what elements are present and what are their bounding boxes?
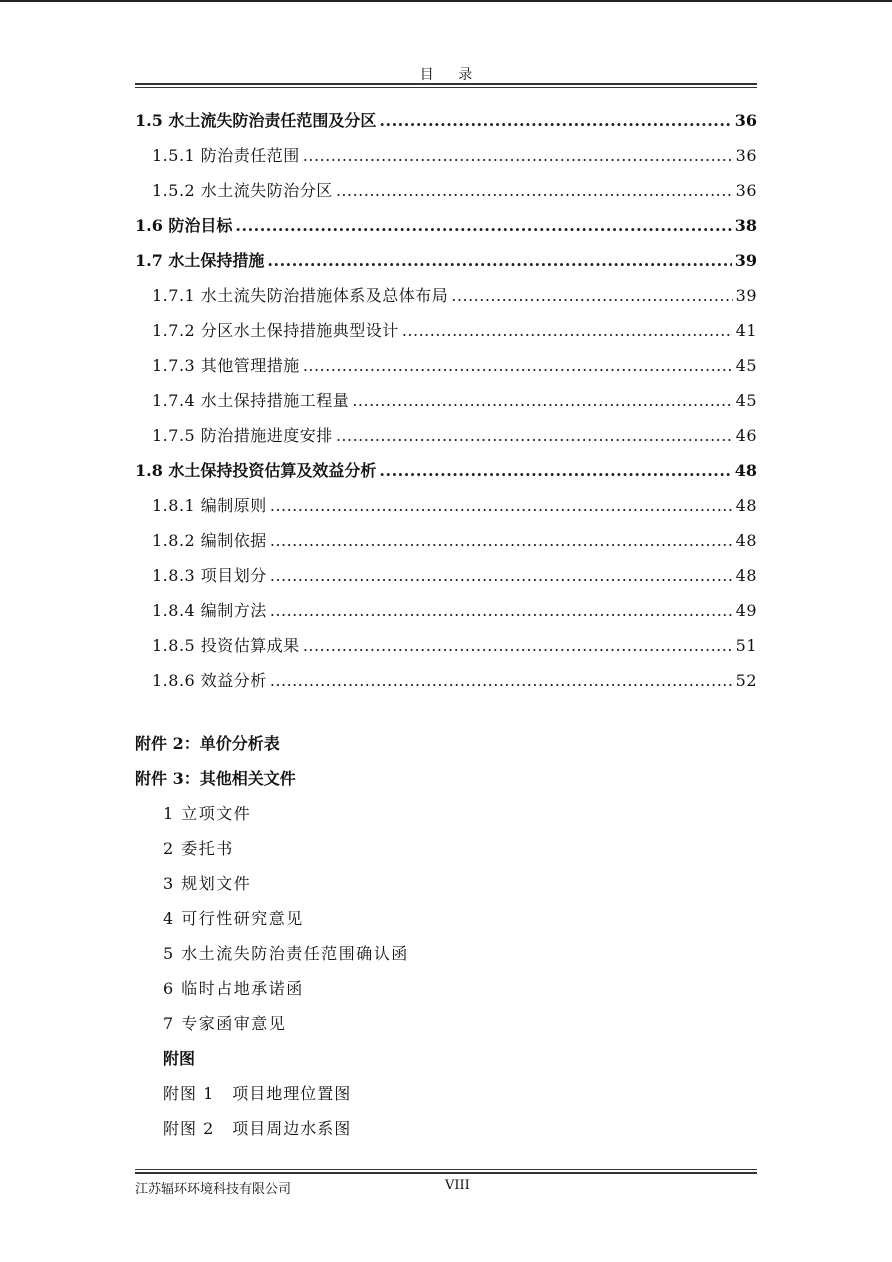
figure-title: 项目地理位置图 xyxy=(232,1084,352,1103)
figure-label: 附图 1 xyxy=(163,1084,215,1103)
toc-entry[interactable] xyxy=(135,423,757,458)
figure-item[interactable] xyxy=(135,1116,757,1151)
toc-entry[interactable] xyxy=(135,143,757,178)
figures-heading[interactable]: 附图 xyxy=(163,1049,196,1068)
toc-entry-title: 1.6 防治目标 xyxy=(135,216,233,235)
toc-leader xyxy=(379,461,731,480)
toc-entry-page: 36 xyxy=(735,181,757,200)
figure-label: 附图 2 xyxy=(163,1119,215,1138)
toc-entry-title: 1.8.2 编制依据 xyxy=(152,531,267,550)
toc-leader xyxy=(336,426,733,445)
toc-entry-page: 39 xyxy=(734,251,757,270)
toc-entry-title: 1.8.6 效益分析 xyxy=(152,671,267,690)
toc-entry[interactable] xyxy=(135,178,757,213)
attachment-item[interactable]: 5 水土流失防治责任范围确认函 xyxy=(163,944,409,963)
toc-entry[interactable] xyxy=(135,108,757,143)
toc-entry-title: 1.8.5 投资估算成果 xyxy=(152,636,300,655)
toc-entry-title: 1.7.5 防治措施进度安排 xyxy=(152,426,333,445)
toc-entry-title: 1.5.1 防治责任范围 xyxy=(152,146,300,165)
toc-entry[interactable] xyxy=(135,633,757,668)
toc-leader xyxy=(270,496,733,515)
attachment-2-heading[interactable]: 附件 2：单价分析表 xyxy=(135,734,280,753)
toc-entry-page: 41 xyxy=(735,321,757,340)
toc-entry[interactable] xyxy=(135,213,757,248)
toc-entry-page: 52 xyxy=(735,671,757,690)
toc-leader xyxy=(303,146,733,165)
toc-leader xyxy=(267,251,731,270)
header-rule-thin xyxy=(135,87,757,88)
toc-entry[interactable] xyxy=(135,248,757,283)
toc-leader xyxy=(235,216,731,235)
toc-entry-page: 38 xyxy=(734,216,757,235)
toc-entry-title: 1.7.3 其他管理措施 xyxy=(152,356,300,375)
footer-rule xyxy=(135,1172,757,1174)
toc-entry[interactable] xyxy=(135,353,757,388)
toc-entry-title: 1.7.2 分区水土保持措施典型设计 xyxy=(152,321,399,340)
toc-entry-title: 1.8.3 项目划分 xyxy=(152,566,267,585)
table-of-contents xyxy=(135,108,757,703)
toc-entry[interactable] xyxy=(135,563,757,598)
toc-leader xyxy=(270,566,733,585)
attachment-item[interactable]: 4 可行性研究意见 xyxy=(163,909,304,928)
toc-entry[interactable] xyxy=(135,318,757,353)
toc-entry-title: 1.8.1 编制原则 xyxy=(152,496,267,515)
toc-leader xyxy=(303,356,733,375)
toc-leader xyxy=(270,531,733,550)
toc-entry-title: 1.7 水土保持措施 xyxy=(135,251,265,270)
toc-entry[interactable] xyxy=(135,283,757,318)
toc-entry-page: 48 xyxy=(735,566,757,585)
toc-entry[interactable] xyxy=(135,598,757,633)
header-rule xyxy=(135,83,757,85)
toc-entry-page: 49 xyxy=(735,601,757,620)
toc-entry-title: 1.8 水土保持投资估算及效益分析 xyxy=(135,461,377,480)
toc-entry[interactable] xyxy=(135,388,757,423)
page-header-title: 目 录 xyxy=(419,67,483,83)
attachment-item[interactable]: 6 临时占地承诺函 xyxy=(163,979,304,998)
toc-leader xyxy=(451,286,732,305)
toc-entry-page: 48 xyxy=(735,496,757,515)
toc-entry-page: 45 xyxy=(735,391,757,410)
attachment-item[interactable]: 3 规划文件 xyxy=(163,874,252,893)
toc-leader xyxy=(270,671,733,690)
figure-title: 项目周边水系图 xyxy=(232,1119,352,1138)
toc-entry-page: 46 xyxy=(735,426,757,445)
toc-entry-page: 51 xyxy=(735,636,757,655)
top-border xyxy=(0,0,892,2)
toc-entry[interactable] xyxy=(135,493,757,528)
toc-entry-title: 1.5 水土流失防治责任范围及分区 xyxy=(135,111,377,130)
toc-entry[interactable] xyxy=(135,668,757,703)
toc-entry-page: 48 xyxy=(734,461,757,480)
toc-entry[interactable] xyxy=(135,528,757,563)
attachment-item[interactable]: 1 立项文件 xyxy=(163,804,252,823)
footer-page-number: VIII xyxy=(445,1178,470,1193)
toc-entry[interactable] xyxy=(135,458,757,493)
footer-rule-thin xyxy=(135,1169,757,1170)
toc-leader xyxy=(270,601,733,620)
attachment-3-heading[interactable]: 附件 3：其他相关文件 xyxy=(135,769,296,788)
toc-leader xyxy=(352,391,732,410)
toc-entry-page: 36 xyxy=(734,111,757,130)
toc-entry-title: 1.5.2 水土流失防治分区 xyxy=(152,181,333,200)
footer-company-name: 江苏辐环环境科技有限公司 xyxy=(135,1182,292,1197)
toc-entry-page: 48 xyxy=(735,531,757,550)
toc-entry-title: 1.7.4 水土保持措施工程量 xyxy=(152,391,350,410)
toc-leader xyxy=(336,181,733,200)
attachment-item[interactable]: 2 委托书 xyxy=(163,839,234,858)
toc-entry-title: 1.7.1 水土流失防治措施体系及总体布局 xyxy=(152,286,449,305)
toc-entry-page: 45 xyxy=(735,356,757,375)
figure-item[interactable] xyxy=(135,1081,757,1116)
appendix-list xyxy=(135,731,757,1151)
toc-entry-page: 36 xyxy=(735,146,757,165)
attachment-item[interactable]: 7 专家函审意见 xyxy=(163,1014,287,1033)
toc-leader xyxy=(303,636,733,655)
toc-leader xyxy=(402,321,733,340)
toc-entry-page: 39 xyxy=(735,286,757,305)
toc-leader xyxy=(379,111,731,130)
toc-entry-title: 1.8.4 编制方法 xyxy=(152,601,267,620)
